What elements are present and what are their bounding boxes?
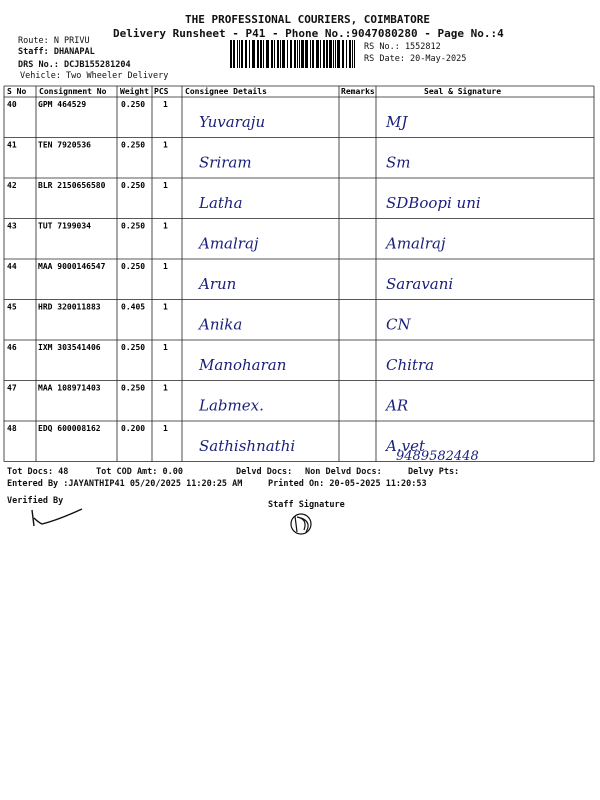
row-seal-signature: Amalraj	[386, 234, 446, 253]
barcode-bar	[346, 40, 347, 68]
barcode-bar	[335, 40, 336, 68]
row-weight: 0.250	[121, 262, 146, 271]
barcode-bar	[263, 40, 264, 68]
row-pcs: 1	[163, 424, 168, 433]
vehicle-label: Vehicle: Two Wheeler Delivery	[20, 71, 169, 81]
barcode-bar	[252, 40, 255, 68]
total-docs: Tot Docs: 48	[7, 467, 69, 477]
row-seal-signature: AR	[386, 396, 409, 415]
row-consignee-handwritten: Sriram	[199, 153, 252, 172]
runsheet-table	[4, 86, 594, 462]
row-consignee-handwritten: Manoharan	[199, 356, 287, 374]
row-seal-signature: CN	[386, 315, 411, 334]
printed-on: Printed On: 20-05-2025 11:20:53	[268, 479, 427, 489]
barcode	[230, 40, 358, 70]
barcode-bar	[297, 40, 298, 68]
row-sno: 48	[7, 424, 17, 433]
barcode-bar	[260, 40, 262, 68]
row-seal-signature: A.vet	[386, 437, 425, 455]
entered-by: Entered By :JAYANTHIP41 05/20/2025 11:20:25 AM	[7, 479, 243, 489]
barcode-bar	[323, 40, 325, 68]
row-consignment-no: TUT 7199034	[38, 221, 91, 231]
row-pcs: 1	[163, 221, 168, 231]
barcode-bar	[342, 40, 344, 68]
row-seal-signature: Saravani	[386, 275, 454, 293]
row-weight: 0.405	[121, 302, 146, 312]
row-pcs: 1	[163, 140, 168, 150]
barcode-bar	[299, 40, 300, 68]
verified-by-signature	[28, 506, 88, 530]
column-header-s-no: S No	[7, 87, 27, 96]
runsheet-subtitle: Delivery Runsheet - P41 - Phone No.:9047080280 - Page No.:4	[113, 27, 504, 40]
row-consignment-no: MAA 9000146547	[38, 262, 106, 271]
staff-signature-mark	[286, 510, 322, 538]
row-weight: 0.200	[121, 424, 146, 433]
row-weight: 0.250	[121, 181, 146, 190]
company-title: THE PROFESSIONAL COURIERS, COIMBATORE	[185, 13, 431, 26]
row-weight: 0.250	[121, 343, 146, 352]
staff-label: Staff: DHANAPAL	[18, 47, 95, 57]
row-sno: 40	[7, 100, 17, 109]
barcode-bar	[271, 40, 273, 68]
row-weight: 0.250	[121, 383, 146, 393]
barcode-bar	[329, 40, 332, 68]
barcode-bar	[316, 40, 319, 68]
row-sno: 46	[7, 343, 17, 352]
row-consignment-no: IXM 303541406	[38, 343, 101, 352]
row-weight: 0.250	[121, 140, 146, 150]
row-consignee-handwritten: Latha	[199, 194, 243, 212]
barcode-bar	[277, 40, 279, 68]
barcode-bar	[337, 40, 340, 68]
row-sno: 45	[7, 302, 17, 312]
barcode-bar	[274, 40, 275, 68]
staff-signature-label: Staff Signature	[268, 500, 345, 510]
barcode-bar	[301, 40, 304, 68]
row-seal-signature: MJ	[386, 113, 408, 131]
total-cod-amount: Tot COD Amt: 0.00	[96, 467, 183, 477]
barcode-bar	[354, 40, 355, 68]
barcode-bar	[233, 40, 235, 68]
barcode-bar	[241, 40, 243, 68]
barcode-bar	[245, 40, 247, 68]
barcode-bar	[249, 40, 250, 68]
row-sno: 43	[7, 221, 17, 231]
row-consignment-no: EDQ 600008162	[38, 424, 101, 433]
row-consignment-no: TEN 7920536	[38, 140, 91, 150]
rs-date: RS Date: 20-May-2025	[364, 54, 467, 64]
barcode-bar	[320, 40, 321, 68]
barcode-bar	[230, 40, 232, 68]
barcode-bar	[266, 40, 269, 68]
barcode-bar	[287, 40, 288, 68]
barcode-bar	[239, 40, 240, 68]
row-consignee-handwritten: Labmex.	[199, 396, 264, 415]
row-consignee-handwritten: Anika	[199, 315, 243, 334]
barcode-bar	[333, 40, 334, 68]
barcode-bar	[349, 40, 351, 68]
barcode-bar	[257, 40, 259, 68]
row-pcs: 1	[163, 100, 168, 109]
column-header-remarks: Remarks	[341, 87, 375, 96]
row-signature-phone-note: 9489582448	[396, 449, 479, 464]
row-consignee-handwritten: Amalraj	[199, 234, 259, 253]
barcode-bar	[290, 40, 292, 68]
row-seal-signature: Sm	[386, 153, 411, 172]
column-header-pcs: PCS	[154, 87, 169, 96]
row-sno: 42	[7, 181, 17, 190]
row-consignment-no: BLR 2150656580	[38, 181, 106, 190]
row-consignment-no: GPM 464529	[38, 100, 87, 109]
row-sno: 44	[7, 262, 17, 271]
row-weight: 0.250	[121, 221, 146, 231]
barcode-bar	[326, 40, 328, 68]
rs-number: RS No.: 1552812	[364, 42, 441, 52]
row-consignment-no: MAA 108971403	[38, 383, 101, 393]
barcode-bar	[282, 40, 285, 68]
barcode-bar	[352, 40, 353, 68]
row-pcs: 1	[163, 383, 168, 393]
barcode-bar	[237, 40, 238, 68]
column-header-seal-signature: Seal & Signature	[424, 87, 502, 96]
route-label: Route: N PRIVU	[18, 36, 90, 46]
row-pcs: 1	[163, 262, 168, 271]
row-pcs: 1	[163, 343, 168, 352]
row-consignment-no: HRD 320011883	[38, 302, 101, 312]
row-pcs: 1	[163, 302, 168, 312]
column-header-consignment-no: Consignment No	[39, 87, 107, 96]
row-consignee-handwritten: Yuvaraju	[199, 113, 266, 131]
row-consignee-handwritten: Arun	[199, 275, 237, 293]
barcode-bar	[280, 40, 281, 68]
row-weight: 0.250	[121, 100, 146, 109]
delivery-points: Delvy Pts:	[408, 467, 460, 477]
row-sno: 41	[7, 140, 17, 150]
row-seal-signature: SDBoopi uni	[386, 194, 481, 212]
column-header-weight: Weight	[120, 87, 149, 96]
barcode-bar	[312, 40, 314, 68]
barcode-bar	[305, 40, 308, 68]
row-pcs: 1	[163, 181, 168, 190]
non-delivered-docs: Non Delvd Docs:	[305, 467, 382, 477]
verified-by-label: Verified By	[7, 496, 64, 506]
delivered-docs: Delvd Docs:	[236, 467, 293, 477]
row-consignee-handwritten: Sathishnathi	[199, 437, 296, 455]
barcode-bar	[294, 40, 296, 68]
drs-label: DRS No.: DCJB155281204	[18, 60, 131, 70]
column-header-consignee-details: Consignee Details	[185, 87, 267, 96]
barcode-bar	[310, 40, 311, 68]
row-seal-signature: Chitra	[386, 356, 435, 374]
row-sno: 47	[7, 383, 17, 393]
